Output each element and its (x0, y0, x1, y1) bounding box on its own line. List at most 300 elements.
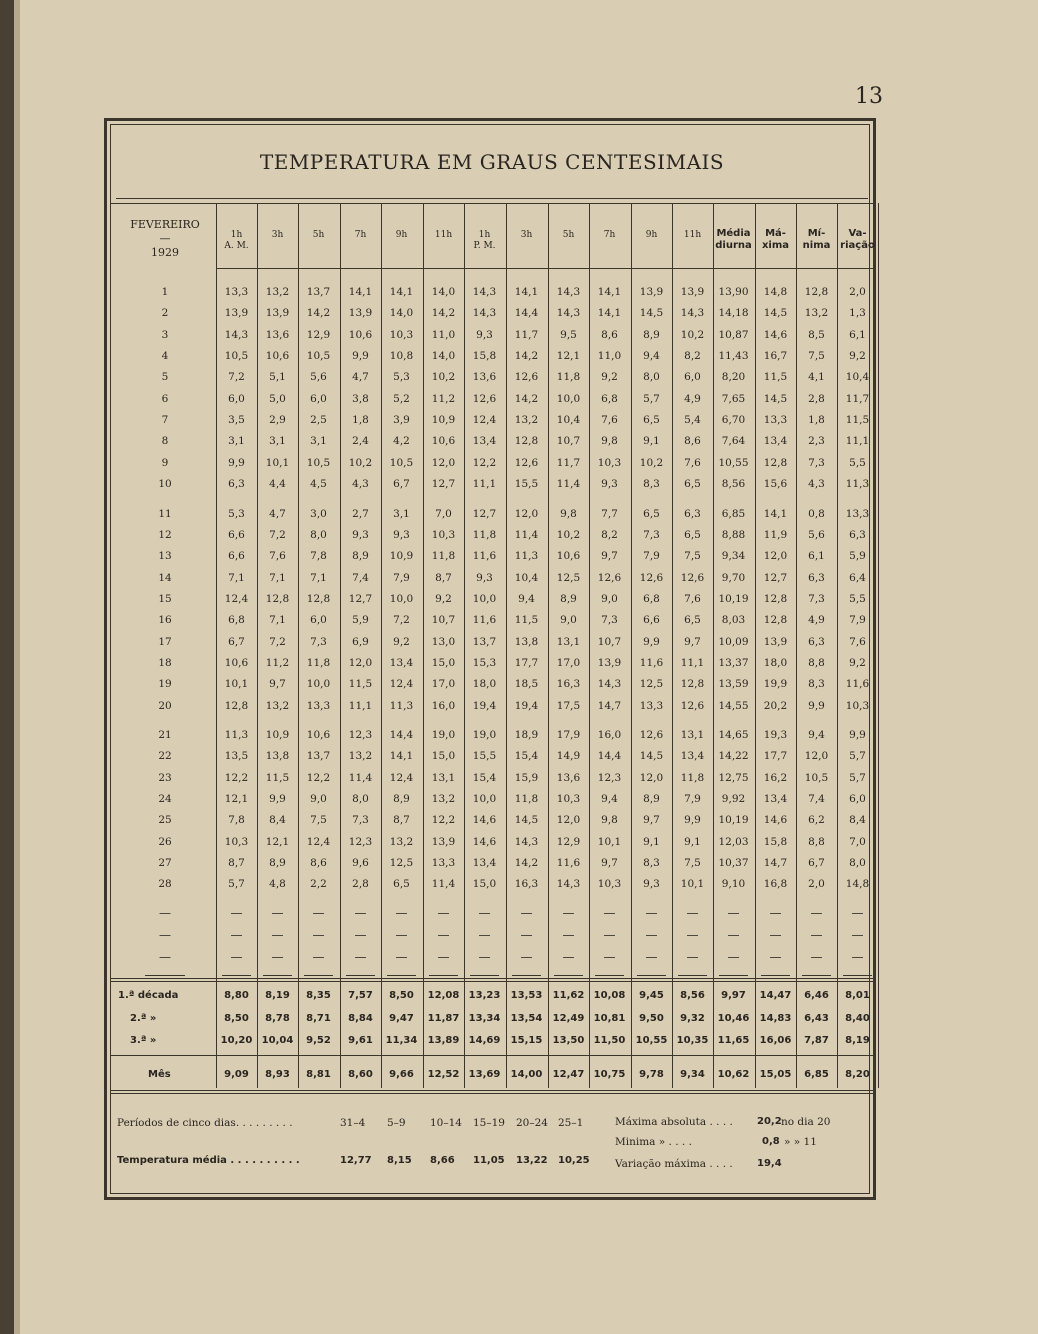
summary-cell: 8,40 (845, 1013, 870, 1024)
table-cell: 10,1 (597, 835, 622, 848)
table-cell: 12,0 (348, 656, 373, 669)
table-cell: 10,3 (224, 835, 249, 848)
table-cell: 14,55 (718, 699, 749, 712)
summary-cell: 12,47 (552, 1069, 585, 1080)
table-cell: 14,1 (597, 307, 622, 320)
blank-row-dash: — (810, 928, 823, 942)
table-cell: 9,34 (721, 550, 746, 563)
day-number: 12 (158, 528, 172, 541)
summary-cell: 8,93 (265, 1069, 290, 1080)
table-cell: 10,19 (718, 814, 749, 827)
table-cell: 15,8 (763, 835, 788, 848)
table-cell: 14,7 (597, 699, 622, 712)
table-cell: 9,0 (310, 793, 327, 806)
blank-row-dash: — (520, 906, 533, 920)
blank-row-dash: — (727, 906, 740, 920)
column-rule (802, 975, 831, 976)
blank-row-dash: — (230, 950, 243, 964)
table-cell: 6,5 (643, 414, 660, 427)
table-cell: 10,09 (718, 635, 749, 648)
table-cell: 8,9 (643, 793, 660, 806)
table-cell: 3,5 (228, 414, 245, 427)
table-cell: 9,1 (684, 835, 701, 848)
avg-temp-value: 8,15 (387, 1155, 412, 1166)
table-cell: 13,3 (763, 414, 788, 427)
table-cell: 9,8 (601, 435, 618, 448)
table-cell: 8,9 (643, 328, 660, 341)
table-cell: 13,4 (763, 435, 788, 448)
summary-cell: 6,46 (804, 990, 829, 1001)
table-cell: 16,3 (514, 878, 539, 891)
table-cell: 0,8 (808, 507, 825, 520)
blank-row-dash: — (271, 950, 284, 964)
table-cell: 13,9 (431, 835, 456, 848)
table-cell: 13,9 (597, 656, 622, 669)
table-cell: 15,4 (514, 750, 539, 763)
table-cell: 5,5 (849, 456, 866, 469)
table-cell: 18,9 (514, 729, 539, 741)
column-header-bottom: P. M. (473, 241, 496, 251)
table-cell: 11,5 (845, 414, 870, 427)
table-cell: 13,4 (389, 656, 414, 669)
table-cell: 11,9 (763, 528, 788, 541)
table-cell: 10,19 (718, 592, 749, 605)
table-cell: 9,9 (352, 350, 369, 363)
avg-temp-value: 8,66 (430, 1155, 455, 1166)
table-cell: 19,0 (431, 729, 456, 741)
table-cell: 4,7 (352, 371, 369, 384)
table-cell: 9,3 (476, 571, 493, 584)
summary-cell: 7,87 (804, 1035, 829, 1046)
table-cell: 14,6 (763, 328, 788, 341)
column-header-top: 11h (683, 230, 702, 240)
table-cell: 5,5 (849, 592, 866, 605)
table-cell: 10,5 (306, 350, 331, 363)
blank-row-dash: — (478, 928, 491, 942)
table-cell: 7,6 (684, 456, 701, 469)
table-cell: 13,7 (306, 750, 331, 763)
table-cell: 12,6 (680, 571, 705, 584)
table-cell: 8,0 (849, 857, 866, 870)
table-cell: 9,7 (684, 635, 701, 648)
table-cell: 11,6 (639, 656, 664, 669)
column-header-top: 11h (434, 230, 453, 240)
table-cell: 12,6 (472, 392, 497, 405)
table-cell: 6,0 (310, 392, 327, 405)
blank-row-dash: — (312, 906, 325, 920)
column-header-top: 9h (645, 230, 658, 240)
table-cell: 10,9 (389, 550, 414, 563)
column-header-top: Mí- (807, 228, 826, 239)
table-cell: 7,9 (684, 793, 701, 806)
column-rule (637, 975, 666, 976)
summary-cell: 9,47 (389, 1013, 414, 1024)
table-cell: 11,2 (431, 392, 456, 405)
table-cell: 9,0 (601, 592, 618, 605)
summary-cell: 8,71 (306, 1013, 331, 1024)
summary-cell: 11,50 (593, 1035, 626, 1046)
table-cell: 5,3 (393, 371, 410, 384)
summary-cell: 10,35 (676, 1035, 709, 1046)
column-rule (470, 975, 499, 976)
table-cell: 12,8 (514, 435, 539, 448)
table-cell: 13,2 (804, 307, 829, 320)
blank-row-dash: — (520, 950, 533, 964)
blank-row-dash: — (395, 950, 408, 964)
column-header-top: 5h (562, 230, 575, 240)
summary-cell: 13,23 (468, 990, 501, 1001)
table-cell: 7,3 (352, 814, 369, 827)
summary-cell: 8,01 (845, 990, 870, 1001)
table-cell: 6,8 (643, 592, 660, 605)
table-bottom-rule (110, 1090, 876, 1091)
table-cell: 7,64 (721, 435, 746, 448)
blank-row-dash: — (395, 928, 408, 942)
table-cell: 14,7 (763, 857, 788, 870)
table-cell: 14,3 (472, 307, 497, 320)
summary-cell: 13,34 (468, 1013, 501, 1024)
blank-row-dash: — (686, 906, 699, 920)
table-cell: 17,5 (556, 699, 581, 712)
table-cell: 12,4 (306, 835, 331, 848)
table-cell: 7,9 (393, 571, 410, 584)
table-cell: 4,4 (269, 478, 286, 491)
table-cell: 14,3 (556, 286, 581, 298)
avg-temp-value: 12,77 (340, 1155, 372, 1166)
table-cell: 9,4 (643, 350, 660, 363)
table-cell: 18,0 (472, 678, 497, 691)
table-cell: 13,3 (306, 699, 331, 712)
table-cell: 6,5 (643, 507, 660, 520)
blank-row-dash: — (271, 906, 284, 920)
summary-cell: 9,61 (348, 1035, 373, 1046)
table-cell: 7,8 (310, 550, 327, 563)
column-header-top: Va- (848, 228, 867, 239)
table-cell: 17,9 (556, 729, 581, 741)
table-cell: 13,1 (680, 729, 705, 741)
table-cell: 7,5 (808, 350, 825, 363)
periods-label: Períodos de cinco dias. . . . . . . . . (117, 1117, 293, 1129)
max-abs-label: Máxima absoluta . . . . (615, 1116, 733, 1128)
summary-cell: 9,45 (639, 990, 664, 1001)
table-cell: 8,9 (560, 592, 577, 605)
table-cell: 2,3 (808, 435, 825, 448)
summary-top-rule-2 (110, 981, 876, 982)
table-cell: 14,3 (514, 835, 539, 848)
table-cell: 2,4 (352, 435, 369, 448)
table-cell: 10,3 (389, 328, 414, 341)
column-rule (678, 975, 707, 976)
table-cell: 4,3 (808, 478, 825, 491)
table-cell: 9,8 (560, 507, 577, 520)
table-cell: 9,9 (684, 814, 701, 827)
column-header-bottom: diurna (715, 240, 752, 251)
table-cell: 10,6 (348, 328, 373, 341)
table-cell: 8,9 (269, 857, 286, 870)
table-cell: 9,2 (849, 350, 866, 363)
table-cell: 9,9 (228, 456, 245, 469)
table-cell: 14,3 (224, 328, 249, 341)
table-cell: 14,1 (514, 286, 539, 298)
table-cell: 8,6 (601, 328, 618, 341)
table-cell: 13,59 (718, 678, 749, 691)
header-bottom-rule (216, 268, 876, 269)
table-cell: 7,4 (808, 793, 825, 806)
column-header-top: Média (716, 228, 751, 239)
table-cell: 14,0 (431, 350, 456, 363)
blank-row-dash: — (810, 906, 823, 920)
table-cell: 13,4 (763, 793, 788, 806)
table-cell: 10,4 (556, 414, 581, 427)
blank-row-dash: — (230, 906, 243, 920)
table-cell: 16,7 (763, 350, 788, 363)
table-cell: 7,0 (435, 507, 452, 520)
table-cell: 14,1 (763, 507, 788, 520)
table-cell: 8,0 (310, 528, 327, 541)
table-cell: 13,3 (224, 286, 249, 298)
table-cell: 7,3 (601, 614, 618, 627)
summary-label: 2.ª » (130, 1013, 157, 1024)
table-cell: 8,5 (808, 328, 825, 341)
table-cell: 13,7 (306, 286, 331, 298)
table-cell: 8,9 (393, 793, 410, 806)
table-cell: 14,8 (763, 286, 788, 298)
table-cell: 12,0 (639, 771, 664, 784)
table-cell: 10,1 (224, 678, 249, 691)
table-cell: 15,9 (514, 771, 539, 784)
summary-cell: 13,69 (468, 1069, 501, 1080)
table-cell: 6,7 (808, 857, 825, 870)
blank-row-dash: — (354, 950, 367, 964)
min-abs-label: Minima » . . . . (615, 1136, 692, 1148)
table-cell: 3,9 (393, 414, 410, 427)
column-header-top: 9h (395, 230, 408, 240)
summary-cell: 11,65 (717, 1035, 750, 1046)
day-number: 26 (158, 835, 172, 848)
period-range: 15–19 (473, 1117, 505, 1129)
table-cell: 6,0 (228, 392, 245, 405)
table-cell: 6,6 (228, 528, 245, 541)
table-cell: 13,4 (680, 750, 705, 763)
table-cell: 11,5 (265, 771, 290, 784)
table-cell: 13,8 (265, 750, 290, 763)
summary-cell: 13,89 (427, 1035, 460, 1046)
table-cell: 12,4 (472, 414, 497, 427)
table-cell: 8,2 (601, 528, 618, 541)
table-cell: 6,8 (601, 392, 618, 405)
table-cell: 6,5 (684, 614, 701, 627)
table-cell: 6,1 (808, 550, 825, 563)
table-cell: 10,9 (265, 729, 290, 741)
avg-temp-value: 10,25 (558, 1155, 590, 1166)
table-cell: 3,1 (310, 435, 327, 448)
table-cell: 12,3 (597, 771, 622, 784)
day-number: 4 (161, 350, 169, 363)
table-cell: 15,0 (472, 878, 497, 891)
table-cell: 11,3 (514, 550, 539, 563)
table-cell: 2,0 (808, 878, 825, 891)
table-cell: 5,0 (269, 392, 286, 405)
summary-label: 3.ª » (130, 1035, 157, 1046)
blank-row-dash: — (520, 928, 533, 942)
column-rule (843, 975, 872, 976)
table-cell: 12,6 (639, 571, 664, 584)
table-cell: 8,03 (721, 614, 746, 627)
table-cell: 14,5 (763, 392, 788, 405)
summary-cell: 8,56 (680, 990, 705, 1001)
table-cell: 7,2 (269, 635, 286, 648)
table-cell: 6,0 (849, 793, 866, 806)
table-cell: 7,2 (393, 614, 410, 627)
header-top-rule (110, 203, 876, 204)
summary-cell: 9,32 (680, 1013, 705, 1024)
table-cell: 3,1 (269, 435, 286, 448)
table-cell: 13,9 (680, 286, 705, 298)
table-cell: 4,9 (684, 392, 701, 405)
table-cell: 19,4 (514, 699, 539, 712)
table-cell: 6,7 (393, 478, 410, 491)
table-cell: 14,9 (556, 750, 581, 763)
table-cell: 11,1 (680, 656, 705, 669)
table-cell: 6,7 (228, 635, 245, 648)
blank-row-dash: — (159, 906, 171, 920)
table-cell: 7,8 (228, 814, 245, 827)
summary-cell: 16,06 (759, 1035, 792, 1046)
summary-cell: 6,85 (804, 1069, 829, 1080)
table-cell: 13,6 (556, 771, 581, 784)
table-cell: 7,6 (684, 592, 701, 605)
table-cell: 10,87 (718, 328, 749, 341)
table-cell: 14,3 (556, 878, 581, 891)
table-cell: 16,0 (597, 729, 622, 741)
table-cell: 4,1 (808, 371, 825, 384)
period-range: 25–1 (558, 1117, 584, 1129)
table-cell: 12,75 (718, 771, 749, 784)
table-cell: 13,3 (845, 507, 870, 520)
summary-cell: 10,55 (635, 1035, 668, 1046)
table-cell: 5,7 (849, 750, 866, 763)
table-cell: 11,5 (514, 614, 539, 627)
table-cell: 10,7 (556, 435, 581, 448)
table-cell: 12,2 (306, 771, 331, 784)
table-cell: 10,3 (597, 878, 622, 891)
table-cell: 7,2 (269, 528, 286, 541)
var-max-label: Variação máxima . . . . (615, 1158, 733, 1170)
month-header (120, 218, 210, 260)
table-cell: 7,1 (228, 571, 245, 584)
day-number: 25 (158, 814, 172, 827)
column-rule (429, 975, 458, 976)
table-cell: 9,2 (601, 371, 618, 384)
table-cell: 9,3 (601, 478, 618, 491)
table-cell: 10,5 (389, 456, 414, 469)
table-cell: 9,92 (721, 793, 746, 806)
table-cell: 14,3 (556, 307, 581, 320)
title-box (116, 130, 868, 199)
table-cell: 10,1 (265, 456, 290, 469)
table-cell: 8,88 (721, 528, 746, 541)
day-number: 22 (158, 750, 172, 763)
table-cell: 12,3 (348, 729, 373, 741)
table-cell: 13,3 (431, 857, 456, 870)
column-header-bottom: riação (840, 240, 875, 251)
table-cell: 8,7 (393, 814, 410, 827)
summary-cell: 9,09 (224, 1069, 249, 1080)
table-cell: 1,8 (808, 414, 825, 427)
table-cell: 15,0 (431, 750, 456, 763)
blank-row-dash: — (562, 928, 575, 942)
blank-row-dash: — (851, 928, 864, 942)
table-cell: 10,0 (389, 592, 414, 605)
table-cell: 17,7 (514, 656, 539, 669)
avg-temp-value: 11,05 (473, 1155, 505, 1166)
table-cell: 12,7 (348, 592, 373, 605)
table-cell: 7,3 (310, 635, 327, 648)
table-cell: 14,22 (718, 750, 749, 763)
table-cell: 10,2 (556, 528, 581, 541)
table-cell: 10,0 (306, 678, 331, 691)
table-cell: 8,3 (643, 857, 660, 870)
table-cell: 15,5 (514, 478, 539, 491)
table-cell: 13,5 (224, 750, 249, 763)
avg-temp-label: Temperatura média . . . . . . . . . . (117, 1155, 300, 1166)
table-cell: 2,7 (352, 507, 369, 520)
summary-cell: 10,46 (717, 1013, 750, 1024)
day-number: 23 (158, 771, 172, 784)
table-cell: 7,5 (310, 814, 327, 827)
table-cell: 11,8 (514, 793, 539, 806)
table-cell: 10,3 (556, 793, 581, 806)
day-number: 27 (158, 857, 172, 870)
table-cell: 10,6 (306, 729, 331, 741)
table-cell: 15,8 (472, 350, 497, 363)
table-cell: 9,1 (643, 835, 660, 848)
table-cell: 12,7 (431, 478, 456, 491)
table-cell: 10,7 (597, 635, 622, 648)
table-cell: 8,8 (808, 835, 825, 848)
column-rule (512, 975, 541, 976)
table-cell: 14,5 (639, 750, 664, 763)
table-cell: 7,3 (808, 592, 825, 605)
table-cell: 11,5 (348, 678, 373, 691)
blank-row-dash: — (437, 906, 450, 920)
summary-label: 1.ª década (118, 990, 179, 1001)
blank-row-dash: — (603, 906, 616, 920)
table-cell: 11,3 (224, 729, 249, 741)
column-rule (304, 975, 333, 976)
summary-cell: 8,80 (224, 990, 249, 1001)
table-cell: 10,6 (224, 656, 249, 669)
table-cell: 10,2 (431, 371, 456, 384)
table-cell: 9,2 (849, 656, 866, 669)
table-cell: 11,3 (389, 699, 414, 712)
summary-cell: 15,15 (510, 1035, 543, 1046)
summary-cell: 8,20 (845, 1069, 870, 1080)
table-cell: 12,9 (306, 328, 331, 341)
table-cell: 11,1 (472, 478, 497, 491)
day-number: 19 (158, 678, 172, 691)
column-rule (554, 975, 583, 976)
table-cell: 10,8 (389, 350, 414, 363)
table-cell: 9,8 (601, 814, 618, 827)
summary-cell: 10,62 (717, 1069, 750, 1080)
summary-cell: 9,97 (721, 990, 746, 1001)
table-cell: 1,3 (849, 307, 866, 320)
table-cell: 10,2 (639, 456, 664, 469)
blank-row-dash: — (645, 906, 658, 920)
table-cell: 13,37 (718, 656, 749, 669)
summary-cell: 6,43 (804, 1013, 829, 1024)
